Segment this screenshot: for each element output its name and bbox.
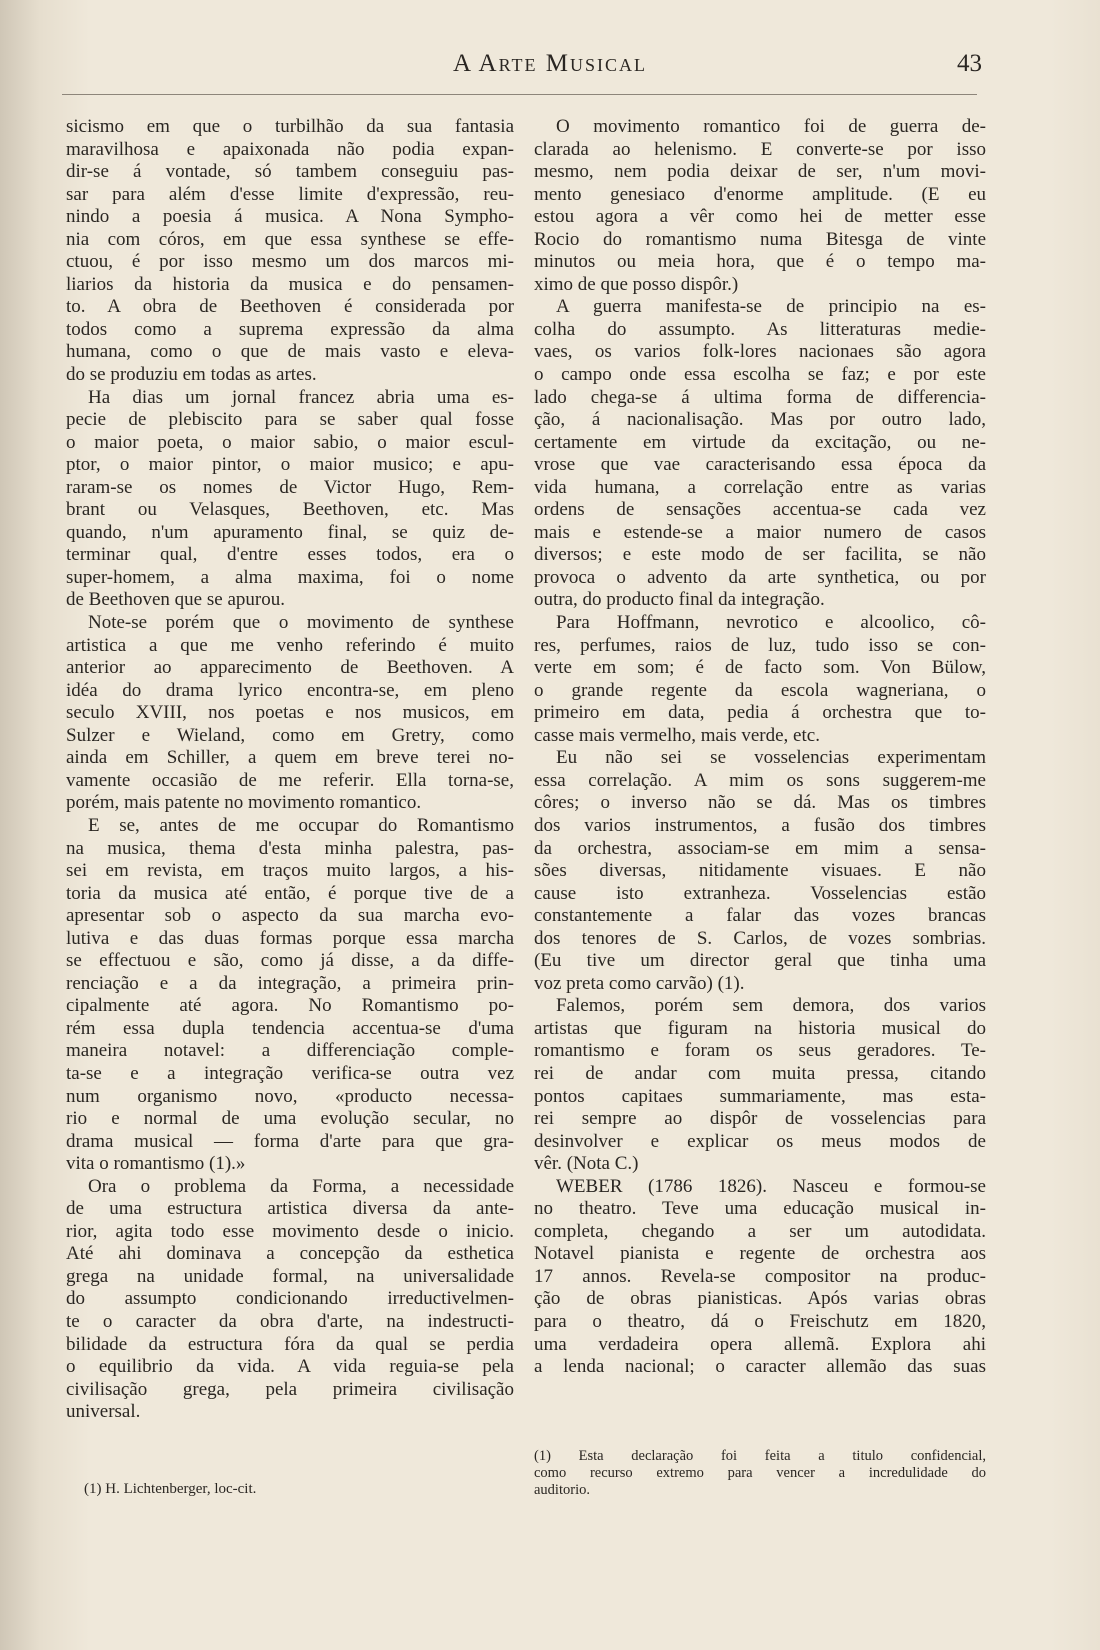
text-line: para o theatro, dá o Freischutz em 1820, [534, 1310, 986, 1332]
text-line: dir-se á vontade, só tambem conseguiu pas- [66, 161, 514, 183]
text-line: Ora o problema da Forma, a necessidade [88, 1175, 514, 1197]
text-line: Falemos, porém sem demora, dos varios [556, 995, 986, 1017]
footnote-line: auditorio. [534, 1482, 590, 1498]
text-line: Rocio do romantismo numa Bitesga de vinte [534, 228, 986, 250]
text-line: Sulzer e Wieland, como em Gretry, como [66, 724, 514, 746]
text-line: grega na unidade formal, na universalidade [66, 1265, 514, 1287]
text-line: completa, chegando a ser um autodidata. [534, 1220, 986, 1242]
text-line: vêr. (Nota C.) [534, 1153, 639, 1175]
text-line: lutiva e das duas formas porque essa marcha [66, 927, 514, 949]
text-line: essa correlação. A mim os sons suggerem-me [534, 769, 986, 791]
text-line: ção de obras pianisticas. Após varias obras [534, 1288, 986, 1310]
text-line: quando, n'um apuramento final, se quiz de- [66, 521, 514, 543]
text-line: vida humana, a correlação entre as varias [534, 476, 986, 498]
text-line: te o caracter da obra d'arte, na indestructi- [66, 1310, 514, 1332]
text-line: raram-se os nomes de Victor Hugo, Rem- [66, 476, 514, 498]
text-line: de Beethoven que se apurou. [66, 589, 285, 611]
text-line: diversos; e este modo de ser facilita, se não [534, 544, 986, 566]
text-line: Ha dias um jornal francez abria uma es- [88, 386, 514, 408]
text-line: mento genesiaco d'enorme amplitude. (E eu [534, 183, 986, 205]
right-text-column [534, 116, 986, 1379]
text-line: o equilibrio da vida. A vida reguia-se pela [66, 1356, 514, 1378]
text-line: lado chega-se á ultima forma de differencia- [534, 386, 986, 408]
text-line: de uma estructura artistica diversa da ante- [66, 1198, 514, 1220]
text-line: apresentar sob o aspecto da sua marcha evo- [66, 905, 514, 927]
text-line: idéa do drama lyrico encontra-se, em pleno [66, 679, 514, 701]
text-line: universal. [66, 1401, 141, 1423]
text-line: humana, como o que de mais vasto e eleva- [66, 341, 514, 363]
text-line: 17 annos. Revela-se compositor na produc- [534, 1265, 986, 1287]
text-line: ctuou, é por isso mesmo um dos marcos mi- [66, 251, 514, 273]
text-line: na musica, thema d'esta minha palestra, pas- [66, 837, 514, 859]
text-line: vita o romantismo (1).» [66, 1153, 246, 1175]
text-line: rei de andar com muita pressa, citando [534, 1062, 986, 1084]
text-line: sões diversas, nitidamente visuaes. E não [534, 860, 986, 882]
text-line: dos varios instrumentos, a fusão dos timbres [534, 814, 986, 836]
text-line: colha do assumpto. As litteraturas medie- [534, 318, 986, 340]
text-line: verte em som; é de facto som. Von Bülow, [534, 657, 986, 679]
text-line: ta-se e a integração verifica-se outra vez [66, 1062, 514, 1084]
text-line: a lenda nacional; o caracter allemão das suas [534, 1356, 986, 1378]
text-line: maneira notavel: a differenciação comple- [66, 1040, 514, 1062]
text-line: vamente occasião de me referir. Ella torna-se, [66, 769, 514, 791]
footnote-right [534, 1448, 986, 1499]
text-line: brant ou Velasques, Beethoven, etc. Mas [66, 499, 514, 521]
text-line: super-homem, a alma maxima, foi o nome [66, 566, 514, 588]
text-line: sicismo em que o turbilhão da sua fantasia [66, 116, 514, 137]
text-line: cipalmente até agora. No Romantismo po- [66, 995, 514, 1017]
text-line: o grande regente da escola wagneriana, o [534, 679, 986, 701]
text-line: res, perfumes, raios de luz, tudo isso se con- [534, 634, 986, 656]
text-line: vrose que vae caracterisando essa época da [534, 454, 986, 476]
text-line: rei sempre ao dispôr de vosselencias para [534, 1108, 986, 1130]
text-line: (Eu tive um director geral que tinha uma [534, 950, 986, 972]
text-line: no theatro. Teve uma educação musical in- [534, 1198, 986, 1220]
text-line: do assumpto condicionando irreductivelmen- [66, 1288, 514, 1310]
text-line: nia com córos, em que essa synthese se effe- [66, 228, 514, 250]
text-line: constantemente a falar das vozes brancas [534, 905, 986, 927]
text-line: sei em revista, em traços muito largos, a his- [66, 860, 514, 882]
text-line: Note-se porém que o movimento de synthese [88, 612, 514, 634]
text-line: ordens de sensações accentua-se cada vez [534, 499, 986, 521]
text-line: civilisação grega, pela primeira civilisação [66, 1378, 514, 1400]
text-line: A guerra manifesta-se de principio na es- [556, 296, 986, 318]
text-line: rém essa dupla tendencia accentua-se d'uma [66, 1017, 514, 1039]
text-line: o campo onde essa escolha se faz; e por este [534, 364, 986, 386]
text-line: sar para além d'esse limite d'expressão, reu- [66, 183, 514, 205]
text-line: WEBER (1786 1826). Nasceu e formou-se [556, 1175, 986, 1197]
text-line: ainda em Schiller, a quem em breve terei no- [66, 747, 514, 769]
header-divider [62, 94, 977, 95]
text-line: romantismo e foram os seus geradores. Te- [534, 1040, 986, 1062]
text-line: se effectuou e são, como já disse, a da diffe- [66, 950, 514, 972]
text-line: anterior ao apparecimento de Beethoven. A [66, 657, 514, 679]
text-line: estou agora a vêr como hei de metter esse [534, 206, 986, 228]
text-line: mais e estende-se a maior numero de casos [534, 521, 986, 543]
text-line: artistas que figuram na historia musical do [534, 1017, 986, 1039]
text-line: outra, do producto final da integração. [534, 589, 825, 611]
text-line: ção, á nacionalisação. Mas por outro lado, [534, 409, 986, 431]
text-line: liarios da historia da musica e do pensamen- [66, 273, 514, 295]
text-line: seculo XVIII, nos poetas e nos musicos, em [66, 702, 514, 724]
text-line: terminar qual, d'entre esses todos, era o [66, 544, 514, 566]
text-line: porém, mais patente no movimento romantico. [66, 792, 422, 814]
text-line: cause isto extranheza. Vosselencias estão [534, 882, 986, 904]
text-line: rio e normal de uma evolução secular, no [66, 1108, 514, 1130]
text-line: voz preta como carvão) (1). [534, 972, 745, 994]
text-line: dos tenores de S. Carlos, de vozes sombrias. [534, 927, 986, 949]
text-line: do se produziu em todas as artes. [66, 364, 317, 386]
left-text-column [66, 116, 514, 1424]
page-number: 43 [957, 50, 982, 77]
text-line: O movimento romantico foi de guerra de- [556, 116, 986, 137]
text-line: minutos ou meia hora, que é o tempo ma- [534, 251, 986, 273]
text-line: toria da musica até então, é porque tive de a [66, 882, 514, 904]
text-line: provoca o advento da arte synthetica, ou por [534, 566, 986, 588]
text-line: rior, agita todo esse movimento desde o inicio. [66, 1220, 514, 1242]
text-line: côres; o inverso não se dá. Mas os timbres [534, 792, 986, 814]
text-line: Até ahi dominava a concepção da esthetica [66, 1243, 514, 1265]
text-line: vaes, os varios folk-lores nacionaes são agora [534, 341, 986, 363]
text-line: o maior poeta, o maior sabio, o maior escul- [66, 431, 514, 453]
text-line: desinvolver e explicar os meus modos de [534, 1130, 986, 1152]
text-line: clarada ao helenismo. E converte-se por isso [534, 138, 986, 160]
running-title: A Arte Musical [453, 50, 647, 77]
text-line: renciação e a da integração, a primeira prin- [66, 972, 514, 994]
text-line: E se, antes de me occupar do Romantismo [88, 814, 514, 836]
text-line: to. A obra de Beethoven é considerada por [66, 296, 514, 318]
text-line: Eu não sei se vosselencias experimentam [556, 747, 986, 769]
text-line: pontos capitaes summariamente, mas esta- [534, 1085, 986, 1107]
text-line: Para Hoffmann, nevrotico e alcoolico, cô- [556, 612, 986, 634]
text-line: ximo de que posso dispôr.) [534, 273, 739, 295]
text-line: artistica a que me venho referindo é muito [66, 634, 514, 656]
text-line: certamente em virtude da excitação, ou ne- [534, 431, 986, 453]
text-line: todos como a suprema expressão da alma [66, 318, 514, 340]
footnote-left: (1) H. Lichtenberger, loc-cit. [84, 1481, 257, 1497]
text-line: maravilhosa e apaixonada não podia expan- [66, 138, 514, 160]
text-line: Notavel pianista e regente de orchestra aos [534, 1243, 986, 1265]
text-line: uma verdadeira opera allemã. Explora ahi [534, 1333, 986, 1355]
text-line: pecie de plebiscito para se saber qual fosse [66, 409, 514, 431]
text-line: nindo a poesia á musica. A Nona Sympho- [66, 206, 514, 228]
text-line: bilidade da estructura fóra da qual se perdia [66, 1333, 514, 1355]
page-header [0, 48, 1100, 88]
text-line: casse mais vermelho, mais verde, etc. [534, 724, 820, 746]
text-line: num organismo novo, «producto necessa- [66, 1085, 514, 1107]
text-line: primeiro em data, pedia á orchestra que to- [534, 702, 986, 724]
text-line: ptor, o maior pintor, o maior musico; e apu- [66, 454, 514, 476]
footnote-line: (1) Esta declaração foi feita a titulo confidencial, [534, 1448, 986, 1464]
text-line: mesmo, nem podia deixar de ser, n'um movi- [534, 161, 986, 183]
text-line: drama musical — forma d'arte para que gra- [66, 1130, 514, 1152]
text-line: da orchestra, associam-se em mim a sensa- [534, 837, 986, 859]
footnote-line: como recurso extremo para vencer a incredulidade do [534, 1465, 986, 1481]
